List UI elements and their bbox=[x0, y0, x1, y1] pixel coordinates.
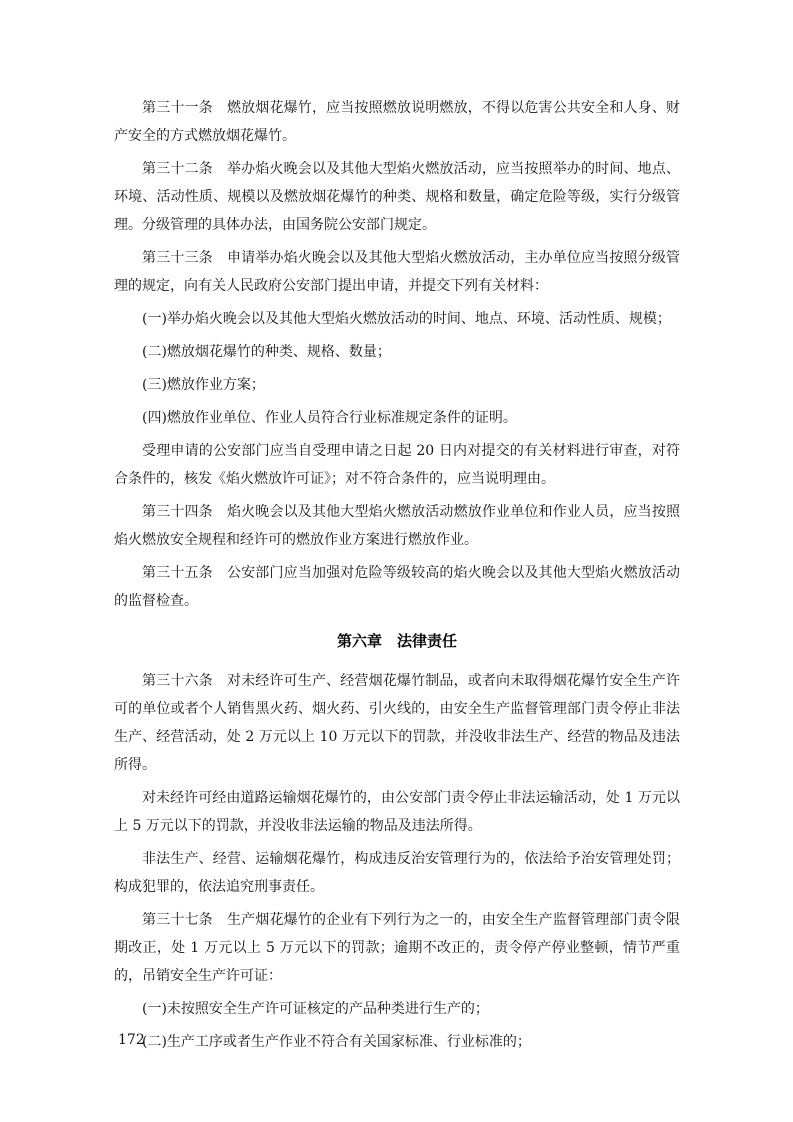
body-paragraph: 第三十二条 举办焰火晚会以及其他大型焰火燃放活动，应当按照举办的时间、地点、环境、活动性质、规模以及燃放烟花爆竹的种类、规格和数量，确定危险等级，实行分级管理。分级管理的具体办法，由国务院公安部门规定。 bbox=[114, 161, 680, 233]
body-paragraph: (三)燃放作业方案； bbox=[142, 377, 265, 393]
body-paragraph: (一)未按照安全生产许可证核定的产品种类进行生产的； bbox=[142, 1001, 489, 1017]
body-paragraph: 第三十五条 公安部门应当加强对危险等级较高的焰火晚会以及其他大型焰火燃放活动的监督检查。 bbox=[114, 565, 680, 609]
page-number: 172 bbox=[118, 1032, 145, 1048]
body-paragraph: 第三十六条 对未经许可生产、经营烟花爆竹制品，或者向未取得烟花爆竹安全生产许可的单位或者个人销售黑火药、烟火药、引火线的，由安全生产监督管理部门责令停止非法生产、经营活动，处 2 万元以上 10 万元以下的罚款，并没收非法生产、经营的物品及违法所得。 bbox=[114, 673, 680, 773]
body-paragraph: (一)举办焰火晚会以及其他大型焰火燃放活动的时间、地点、环境、活动性质、规模； bbox=[142, 311, 671, 327]
chapter-heading: 第六章 法律责任 bbox=[336, 632, 457, 650]
body-paragraph: 第三十七条 生产烟花爆竹的企业有下列行为之一的，由安全生产监督管理部门责令限期改正，处 1 万元以上 5 万元以下的罚款；逾期不改正的，责令停产停业整顿，情节严重的，吊销安全生产许可证： bbox=[114, 912, 680, 984]
body-paragraph: 第三十三条 申请举办焰火晚会以及其他大型焰火燃放活动，主办单位应当按照分级管理的规定，向有关人民政府公安部门提出申请，并提交下列有关材料： bbox=[114, 250, 680, 294]
body-paragraph: (二)生产工序或者生产作业不符合有关国家标准、行业标准的； bbox=[142, 1034, 531, 1050]
body-paragraph: (二)燃放烟花爆竹的种类、规格、数量； bbox=[142, 344, 391, 360]
body-paragraph: 非法生产、经营、运输烟花爆竹，构成违反治安管理行为的，依法给予治安管理处罚；构成犯罪的，依法追究刑事责任。 bbox=[114, 851, 680, 895]
body-paragraph: 受理申请的公安部门应当自受理申请之日起 20 日内对提交的有关材料进行审查，对符合条件的，核发《焰火燃放许可证》；对不符合条件的，应当说明理由。 bbox=[114, 443, 680, 487]
document-body bbox=[114, 94, 680, 1061]
body-paragraph: 第三十四条 焰火晚会以及其他大型焰火燃放活动燃放作业单位和作业人员，应当按照焰火燃放安全规程和经许可的燃放作业方案进行燃放作业。 bbox=[114, 504, 680, 548]
body-paragraph: 对未经许可经由道路运输烟花爆竹的，由公安部门责令停止非法运输活动，处 1 万元以上 5 万元以下的罚款，并没收非法运输的物品及违法所得。 bbox=[114, 790, 680, 834]
body-paragraph: 第三十一条 燃放烟花爆竹，应当按照燃放说明燃放，不得以危害公共安全和人身、财产安全的方式燃放烟花爆竹。 bbox=[114, 100, 680, 144]
body-paragraph: (四)燃放作业单位、作业人员符合行业标准规定条件的证明。 bbox=[142, 410, 517, 426]
